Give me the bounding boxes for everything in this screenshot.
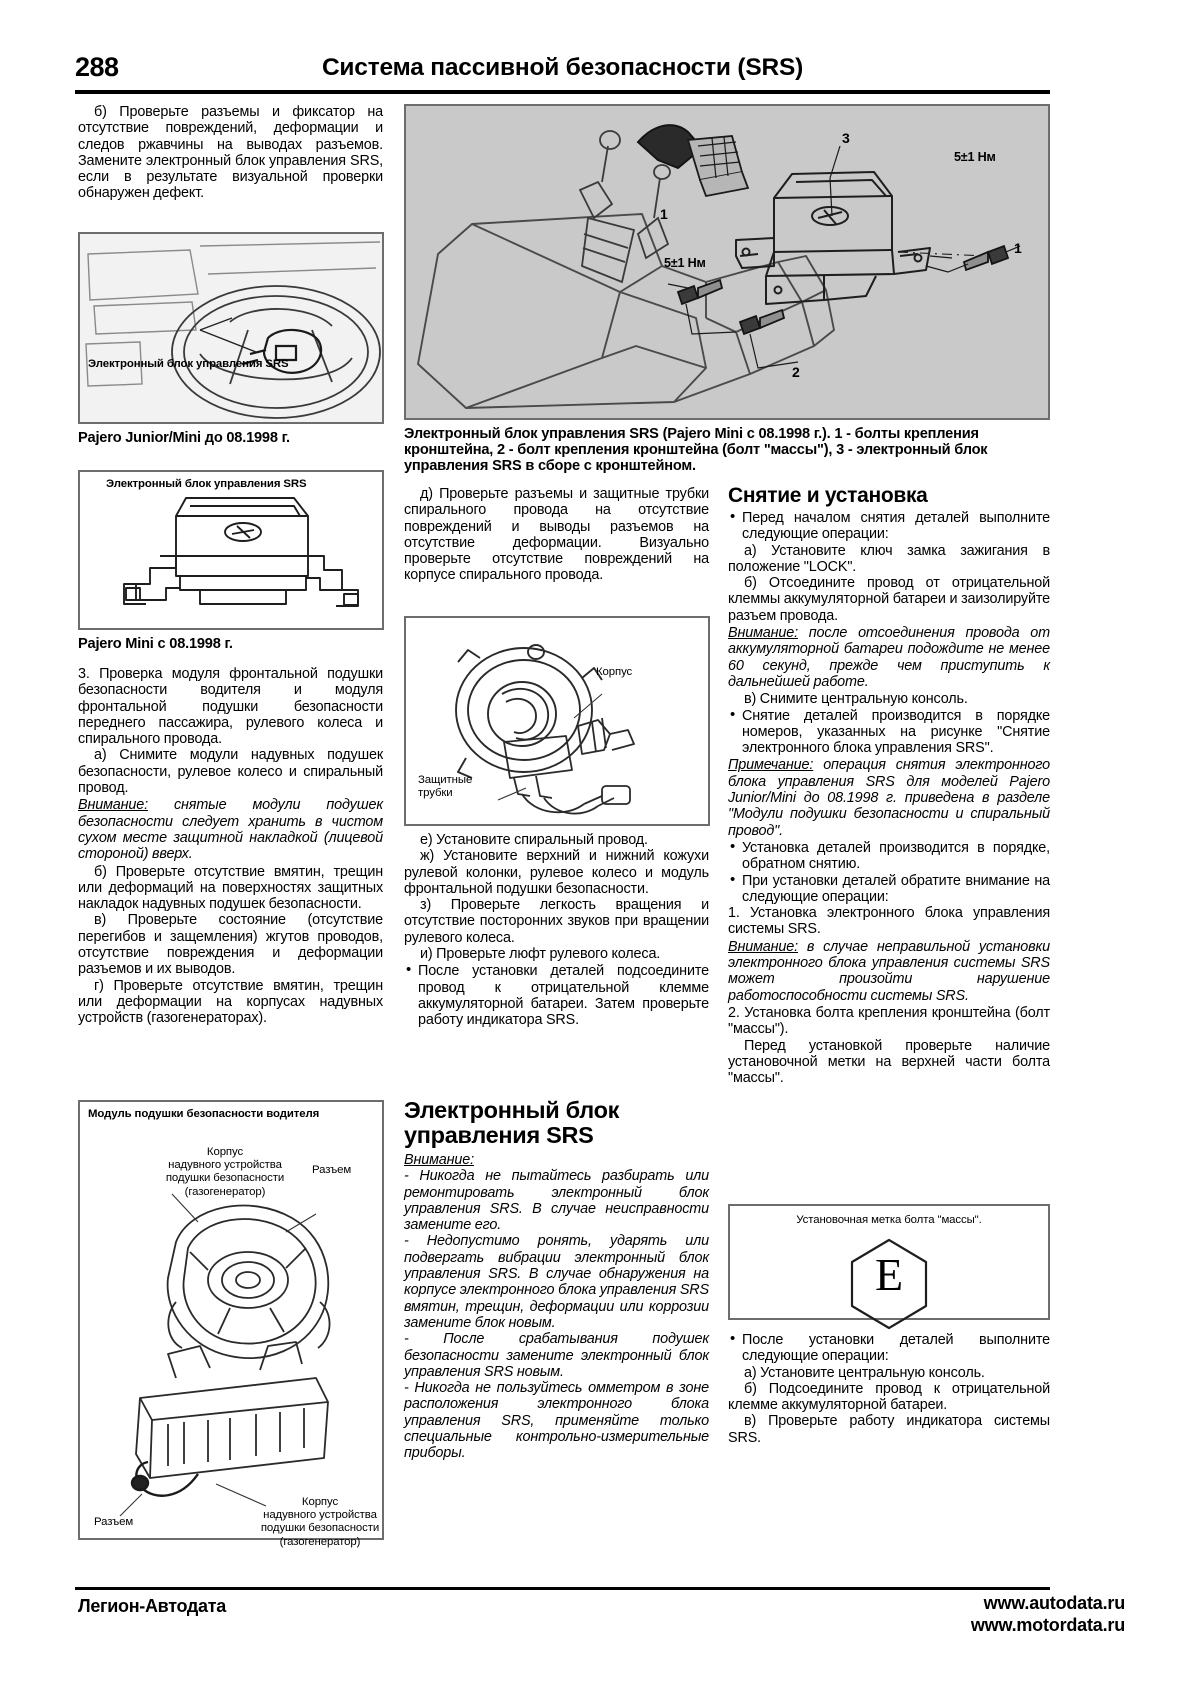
footer-site-motordata[interactable]: www.motordata.ru <box>970 1615 1125 1635</box>
figure-label-connector-bottom: Разъем <box>94 1516 134 1528</box>
ground-bolt-mark-letter: E <box>874 1249 904 1300</box>
torque-label-left: 5±1 Нм <box>664 256 706 270</box>
col2-warning-item-4: - Никогда не пользуйтесь омметром в зоне расположения электронного блока управления SRS, применяйте только специальные контрольно-измерительные приборы. <box>404 1380 709 1462</box>
figure-driver-airbag-title <box>88 1108 358 1121</box>
footer-rule <box>75 1587 1050 1590</box>
col2-heading-ecu: Электронный блок управления SRS <box>404 1097 620 1148</box>
figure-label-gas-generator-bottom: Корпус надувного устройства подушки безопасности (газогенератор) <box>260 1496 380 1548</box>
col2-warning-item-2: - Недопустимо ронять, ударять или подвергать вибрации электронный блок управления SRS. В случае обнаружения на корпусе электронного блока управления SRS вмятин, трещин, деформации или коррозии замените блок новым. <box>404 1233 709 1331</box>
torque-label-right: 5±1 Нм <box>954 150 996 164</box>
col1-body-text: 3. Проверка модуля фронтальной подушки безопасности водителя и модуля фронтальной подушки безопасности переднего пассажира, рулевого колеса и спирального провода. а) Снимите модули надувных подушек безопасности, рулевое колесо и спиральный провод. Внимание: снятые модули подушек безопасности следует хранить в чистом сухом месте защитной накладкой (лицевой стороной) вверх. б) Проверьте отсутствие вмятин, трещин или деформаций на поверхностях защитных накладок надувных подушек безопасности. в) Проверьте состояние (отсутствие перегибов и защемления) жгутов проводов, отсутствие повреждения и деформации разъемов и их выводов. г) Проверьте отсутствие вмятин, трещин или деформации на корпусах надувных устройств (газогенераторах). <box>78 666 383 1027</box>
col1-paragraph-b: б) Проверьте разъемы и фиксатор на отсутствие повреждений, деформации и следов ржавчины на выводах разъемов. Замените электронный блок управления SRS, если в результате визуальной проверки обнаружен дефект. <box>78 104 383 202</box>
figure-driver-airbag-module <box>78 1100 384 1548</box>
col2-paragraph-d: д) Проверьте разъемы и защитные трубки спирального провода на отсутствие повреждений и выводы разъемов на отсутствие деформации. Визуально проверьте отсутствие повреждений на корпусе спирального провода. <box>404 486 709 584</box>
col2-warning-item-3: - После срабатывания подушек безопасности замените электронный блок управления SRS новым. <box>404 1331 709 1380</box>
figure-srs-ecu-label: Электронный блок управления SRS <box>106 478 307 490</box>
figure-callout-2: 2 <box>792 364 800 380</box>
col3-heading-removal: Снятие и установка <box>728 484 928 507</box>
col2-warning-item-1: - Никогда не пытайтесь разбирать или ремонтировать электронный блок управления SRS. В случае неисправности замените его. <box>404 1168 709 1234</box>
header-rule <box>75 90 1050 94</box>
figure-ground-bolt-mark <box>728 1204 1050 1320</box>
figure-srs-ecu-caption: Pajero Mini с 08.1998 г. <box>78 636 233 652</box>
warning-text-1: снятые модули подушек безопасности следует хранить в чистом сухом месте защитной накладкой (лицевой стороной) вверх. <box>78 797 383 863</box>
footer-publisher: Легион-Автодата <box>78 1596 226 1616</box>
srs-ecu-removal-drawing <box>406 106 1048 418</box>
figure-clock-spring <box>404 616 710 826</box>
col2-bullet-after-install: • После установки деталей подсоедините провод к отрицательной клемме аккумуляторной батареи. Затем проверьте работу индикатора SRS. <box>404 963 709 1028</box>
page-title: Система пассивной безопасности (SRS) <box>321 54 804 81</box>
figure-srs-ecu-removal <box>404 104 1050 420</box>
figure-callout-3: 3 <box>842 130 850 146</box>
figure-steering-wheel-label: Электронный блок управления SRS <box>88 358 289 370</box>
col3-note-text: операция снятия электронного блока управления SRS для моделей Pajero Junior/Mini до 08.1998 г. приведена в разделе "Модули подушки безопасности и спиральный провод". <box>728 757 1050 839</box>
figure-srs-ecu-removal-caption: Электронный блок управления SRS (Pajero Mini с 08.1998 г.). 1 - болты крепления кронштейна, 2 - болт крепления кронштейна (болт "массы"), 3 - электронный блок управления SRS в сборе с кронштейном. <box>404 426 988 475</box>
col2-warning-label: Внимание: <box>404 1152 474 1168</box>
figure-clock-spring-label-tubes: Защитные трубки <box>418 774 473 800</box>
warning-label-1: Внимание: <box>78 797 148 814</box>
col2-warning-block <box>404 1152 709 1462</box>
col3-note-label: Примечание: <box>728 757 814 774</box>
srs-ecu-drawing <box>80 472 382 628</box>
footer-site-autodata[interactable]: www.autodata.ru <box>983 1593 1125 1613</box>
col3-body-top: • Перед началом снятия деталей выполните следующие операции: а) Установите ключ замка зажигания в положение "LOCK". б) Отсоедините провод от отрицательной клеммы аккумуляторной батареи и заизолируйте разъем провода. Внимание: после отсоединения провода от аккумуляторной батареи подождите не менее 60 секунд, прежде чем приступить к дальнейшей работе. в) Снимите центральную консоль. • Снятие деталей производится в порядке номеров, указанных на рисунке "Снятие электронного блока управления SRS". Примечание: операция снятия электронного блока управления SRS для моделей Pajero Junior/Mini до 08.1998 г. приведена в разделе "Модули подушки безопасности и спиральный провод". • Установка деталей производится в порядке, обратном снятию. • При установки деталей обратите внимание на следующие операции: 1. Установка электронного блока управления системы SRS. Внимание: в случае неправильной установки электронного блока управления системы SRS может произойти нарушение работоспособности системы SRS. 2. Установка болта крепления кронштейна (болт "массы"). Перед установкой проверьте наличие установочной метки на верхней части болта "массы". <box>728 510 1050 1086</box>
col2-body-text: е) Установите спиральный провод. ж) Установите верхний и нижний кожухи рулевой колонки, рулевое колесо и модуль фронтальной подушки безопасности. з) Проверьте легкость вращения и отсутствие посторонних звуков при вращении рулевого колеса. и) Проверьте люфт рулевого колеса. • После установки деталей подсоедините провод к отрицательной клемме аккумуляторной батареи. Затем проверьте работу индикатора SRS. <box>404 832 709 1029</box>
figure-clock-spring-label-housing: Корпус <box>596 666 633 678</box>
figure-callout-1-right: 1 <box>1014 240 1022 256</box>
page-header <box>75 52 1050 92</box>
col3-warning-label-2: Внимание: <box>728 938 798 955</box>
figure-steering-wheel <box>78 232 384 424</box>
col3-body-bottom: • После установки деталей выполните следующие операции: а) Установите центральную консоль. б) Подсоедините провод к отрицательной клемме аккумуляторной батареи. в) Проверьте работу индикатора системы SRS. <box>728 1332 1050 1446</box>
figure-callout-1-left: 1 <box>660 206 668 222</box>
figure-srs-ecu <box>78 470 384 630</box>
figure-label-connector-top: Разъем <box>312 1164 352 1176</box>
figure-ground-bolt-mark-label: Установочная метка болта "массы". <box>796 1214 982 1226</box>
steering-wheel-drawing <box>80 234 382 422</box>
figure-label-gas-generator-top: Корпус надувного устройства подушки безопасности (газогенератор) <box>165 1146 285 1198</box>
col3-warning-text-1: после отсоединения провода от аккумуляторной батареи подождите не менее 60 секунд, прежде чем приступить к дальнейшей работе. <box>728 625 1050 690</box>
figure-steering-wheel-caption: Pajero Junior/Mini до 08.1998 г. <box>78 430 290 446</box>
col3-warning-label-1: Внимание: <box>728 625 798 642</box>
page-number: 288 <box>75 52 119 82</box>
footer-websites <box>971 1592 1125 1636</box>
figure-driver-airbag-title-text: Модуль подушки безопасности водителя <box>88 1108 320 1120</box>
col3-warning-text-2: в случае неправильной установки электронного блока управления системы SRS может произойти нарушение работоспособности системы SRS. <box>728 938 1050 1004</box>
